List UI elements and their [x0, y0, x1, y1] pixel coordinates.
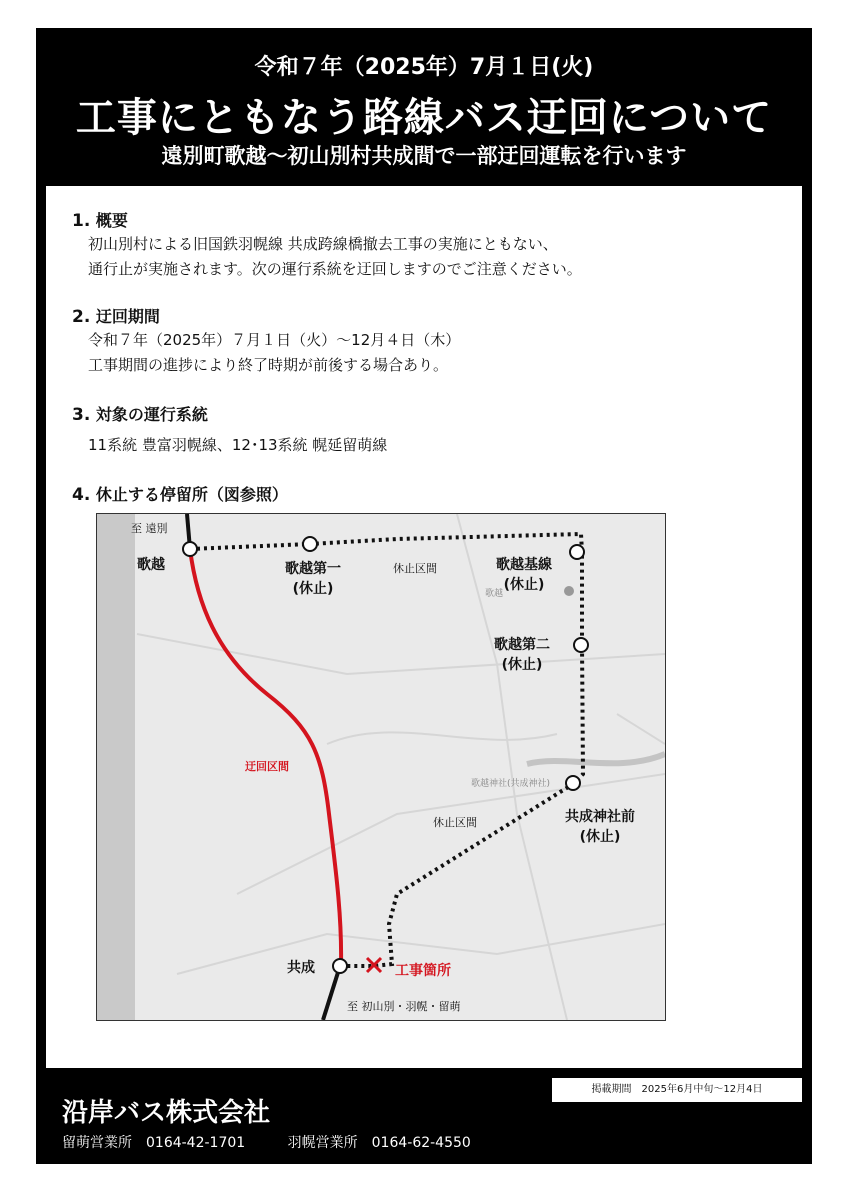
section-4-title: 休止する停留所（図参照）: [95, 485, 288, 504]
label-stop-kyosei: 共成: [287, 960, 315, 976]
section-3-heading: [72, 402, 208, 425]
content-panel: [46, 186, 802, 1068]
label-poi-2: 歌越: [485, 589, 504, 599]
section-3-title: 対象の運行系統: [95, 405, 208, 424]
label-closed-section-2: 休止区間: [433, 816, 477, 829]
stop-utakoshi-daini-marker: [574, 638, 588, 652]
posting-period: 掲載期間 2025年6月中旬〜12月4日: [551, 1077, 803, 1103]
label-stop-utakoshi-daiichi: [273, 558, 353, 598]
stop-kyosei-jinja-status: (休止): [579, 829, 621, 845]
section-1-title: 概要: [95, 211, 128, 230]
stop-utakoshi-kisen-name: 歌越基線: [496, 557, 552, 573]
office-haboro: 羽幌営業所 0164-62-4550: [287, 1135, 471, 1151]
stop-utakoshi-marker: [183, 542, 197, 556]
stop-utakoshi-daiichi-name: 歌越第一: [285, 561, 341, 577]
section-3-line-1: 11系統 豊富羽幌線、12･13系統 幌延留萌線: [88, 436, 388, 454]
stop-utakoshi-daini-name: 歌越第二: [494, 637, 550, 653]
section-1-heading: [72, 208, 128, 231]
footer-contacts: [62, 1132, 509, 1152]
label-construction-site: 工事箇所: [395, 963, 451, 979]
section-1-line-1: 初山別村による旧国鉄羽幌線 共成跨線橋撤去工事の実施にともない、: [88, 235, 558, 253]
company-name: 沿岸バス株式会社: [62, 1098, 271, 1128]
stop-kyosei-marker: [333, 959, 347, 973]
stop-utakoshi-daini-status: (休止): [501, 657, 543, 673]
section-2-heading: [72, 304, 160, 327]
label-poi-shrine: 歌越神社(共成神社): [471, 779, 551, 789]
page-subtitle: 遠別町歌越〜初山別村共成間で一部迂回運転を行います: [161, 144, 687, 168]
label-closed-section-1: 休止区間: [393, 562, 437, 575]
section-1-line-2: 通行止が実施されます。次の運行系統を迂回しますのでご注意ください。: [88, 260, 582, 278]
section-2-number: 2.: [72, 307, 91, 327]
header: [36, 28, 812, 188]
stop-utakoshi-daiichi-status: (休止): [292, 581, 334, 597]
section-4-heading: [72, 482, 288, 505]
stop-utakoshi-kisen-marker: [570, 545, 584, 559]
suspended-route: [190, 534, 583, 966]
label-to-north: 至 遠別: [131, 522, 168, 535]
label-detour-section: 迂回区間: [245, 760, 289, 773]
header-date: 令和７年（2025年）7月１日(火): [254, 55, 594, 80]
stop-utakoshi-kisen-status: (休止): [503, 577, 545, 593]
sea-strip: [97, 514, 135, 1020]
route-south-segment: [323, 966, 340, 1020]
section-2-line-1: 令和７年（2025年）７月１日（火）〜12月４日（木）: [88, 331, 461, 349]
stop-kyosei-jinja-name: 共成神社前: [565, 809, 635, 825]
office-rumoi: 留萌営業所 0164-42-1701: [62, 1135, 246, 1151]
background-roads: [137, 514, 665, 1020]
route-map: [96, 513, 666, 1021]
label-stop-utakoshi: 歌越: [137, 557, 165, 573]
route-map-graphic: [97, 514, 665, 1020]
label-stop-kyosei-jinja: [555, 806, 645, 846]
stop-kyosei-jinja-marker: [566, 776, 580, 790]
section-2-line-2: 工事期間の進捗により終了時期が前後する場合あり。: [88, 356, 449, 374]
section-3-number: 3.: [72, 405, 91, 425]
section-1-number: 1.: [72, 211, 91, 231]
page-title: 工事にともなう路線バス迂回について: [75, 95, 773, 141]
label-stop-utakoshi-daini: [477, 634, 567, 674]
label-to-south: 至 初山別・羽幌・留萌: [347, 1000, 461, 1013]
section-2-title: 迂回期間: [95, 307, 160, 326]
section-4-number: 4.: [72, 485, 91, 505]
stop-utakoshi-daiichi-marker: [303, 537, 317, 551]
detour-route: [190, 549, 341, 964]
